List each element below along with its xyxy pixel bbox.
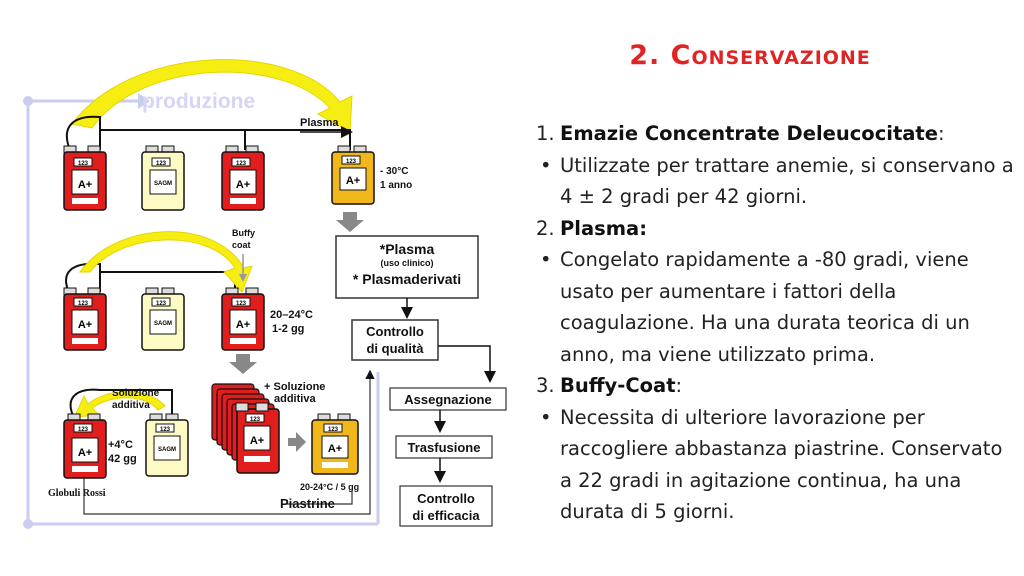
bag-red-middle-left [64,288,106,350]
bullet-icon: • [540,248,552,271]
bag-sagm-top [142,146,184,210]
list-heading: Emazie Concentrate Deleucocitate [560,122,938,145]
plasma-box-line2: (uso clinico) [380,258,434,268]
bag-sagm-middle [142,288,184,350]
list-item-heading [536,213,1016,245]
bag-stack [212,384,279,473]
bag-red-top-left [64,146,106,210]
produzione-label: produzione [142,90,256,113]
svg-text:Controllo: Controllo [417,491,475,506]
list-heading: Plasma: [560,216,648,240]
svg-text:A+: A+ [249,435,265,447]
list-bullet-text: Utilizzate per trattare anemie, si conservano a 4 ± 2 gradi per 42 giorni. [560,153,1014,208]
bag-red-top-right [222,146,264,210]
time-12-label: 1-2 gg [272,323,305,335]
list-heading-suffix: : [937,122,945,145]
bullet-icon: • [540,153,552,177]
svg-text:123: 123 [235,161,247,167]
svg-text:A+: A+ [235,319,251,331]
soluzione-additiva-line1: + Soluzione [264,381,326,393]
svg-text:SAGM: SAGM [158,447,176,453]
freeze-time-label: 1 anno [380,180,413,191]
bag-red-middle-right [222,288,264,350]
plasma-box-line1: *Plasma [379,241,435,257]
time-42-label: 42 gg [108,453,137,465]
yellow-arrow-middle [80,232,252,292]
svg-text:Controllo: Controllo [366,324,424,339]
svg-text:123: 123 [155,161,167,167]
plasma-flow-label: Plasma [300,117,339,129]
bag-sagm-bottom [146,414,188,476]
list-item-heading [536,370,1016,402]
list-bullet-text: Necessita di ulteriore lavorazione per raccogliere abbastanza piastrine. Conservato a 22 gradi in agitazione continua, ha una durata di 5 giorni. [560,405,1003,523]
svg-text:123: 123 [77,301,89,307]
bag-red-bottom [64,414,106,478]
svg-text:di qualità: di qualità [366,341,424,356]
svg-text:A+: A+ [77,319,93,331]
svg-text:123: 123 [235,301,247,307]
plasma-box-line3: * Plasmaderivati [352,271,462,287]
list-heading-suffix: : [675,374,683,397]
list-item-bullet [536,244,1016,370]
svg-text:A+: A+ [345,175,361,187]
list-item-heading [536,118,1016,150]
list-heading: Buffy-Coat [560,374,676,397]
list-number: 1. [536,122,555,145]
svg-text:SAGM: SAGM [154,181,172,187]
list-bullet-text: Congelato rapidamente a -80 gradi, viene usato per aumentare i fattori della coagulazione. Ha una durata teorica di un anno, ma viene utilizzato prima. [560,248,970,366]
svg-text:123: 123 [345,159,357,165]
piastrine-label: Piastrine [280,496,335,511]
svg-text:Trasfusione: Trasfusione [407,440,481,455]
grey-arrow-platelet [288,432,306,452]
svg-text:A+: A+ [77,179,93,191]
svg-text:di efficacia: di efficacia [412,508,480,523]
arrow-to-assegnazione [438,346,490,380]
list-item-bullet [536,402,1016,528]
list-item-bullet [536,150,1016,213]
svg-text:123: 123 [77,161,89,167]
bag-platelet [312,414,358,474]
loop-dot-bottom [23,519,33,529]
svg-text:A+: A+ [235,179,251,191]
page-title: 2. Conservazione [629,40,871,71]
buffy-label: Buffy [232,228,255,238]
svg-text:123: 123 [77,427,89,433]
temp-2024-label: 20–24°C [270,309,313,321]
list-number: 2. [536,216,555,240]
svg-text:123: 123 [327,427,339,433]
temp-4-label: +4°C [108,439,133,451]
loop-dot-top [23,96,33,106]
svg-text:SAGM: SAGM [154,321,172,327]
soluzione-additiva-line2: additiva [274,393,316,405]
soluzione-label-2: additiva [112,400,150,411]
bag-plasma [332,146,374,204]
svg-text:123: 123 [155,301,167,307]
globuli-rossi-label: Globuli Rossi [48,488,106,499]
temp-5-label: 20-24°C / 5 gg [300,482,360,492]
conservation-list [536,118,1016,528]
list-number: 3. [536,374,555,397]
svg-text:Assegnazione: Assegnazione [404,392,492,407]
svg-text:A+: A+ [327,443,343,455]
svg-text:123: 123 [159,427,171,433]
svg-text:A+: A+ [77,447,93,459]
soluzione-label-1: Soluzione [112,388,160,399]
coat-label: coat [232,240,251,250]
freeze-temp-label: - 30°C [380,166,409,177]
grey-arrow-plasma [336,212,364,232]
bullet-icon: • [540,405,552,429]
svg-text:123: 123 [249,417,261,423]
grey-arrow-stack [229,354,257,374]
